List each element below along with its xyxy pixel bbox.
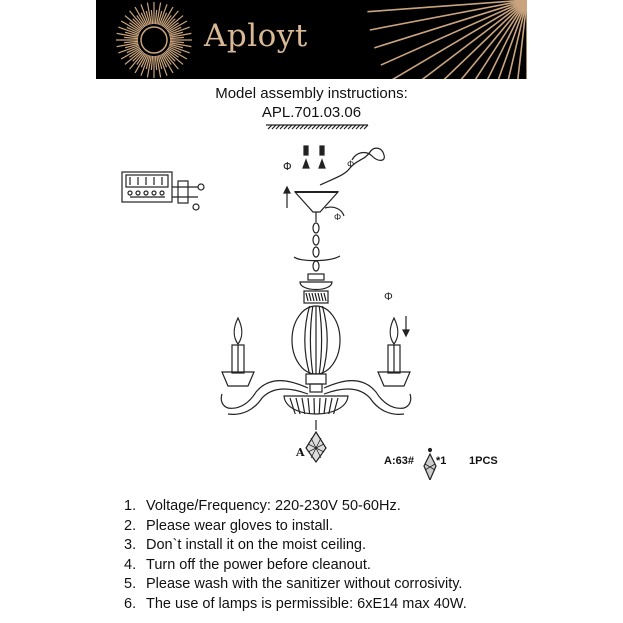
arrow-down-icon	[384, 291, 409, 336]
crystal-icon	[424, 449, 436, 481]
instruction-number: 3.	[124, 537, 137, 553]
instruction-item	[124, 497, 467, 517]
instruction-text: Voltage/Frequency: 220-230V 50-60Hz.	[146, 498, 401, 514]
instruction-number: 2.	[124, 517, 137, 534]
chain	[294, 223, 340, 271]
part-unit: 1PCS	[469, 455, 498, 467]
instruction-number: 1.	[124, 498, 137, 514]
corner-rays-icon	[367, 0, 527, 79]
arrow-up-icon	[284, 187, 290, 208]
svg-text:Φ: Φ	[347, 159, 355, 169]
chandelier-icon	[221, 274, 411, 430]
page-title: Model assembly instructions:	[215, 85, 408, 102]
brand-logo-text: Aployt	[204, 18, 308, 54]
instructions-list	[124, 497, 467, 614]
instruction-item	[124, 536, 467, 556]
brand-banner	[96, 0, 527, 79]
assembly-diagram	[0, 120, 623, 480]
instruction-text: Turn off the power before cleanout.	[146, 556, 371, 573]
instruction-item	[124, 556, 467, 576]
instruction-item	[124, 517, 467, 537]
instruction-text: Don`t install it on the moist ceiling.	[146, 537, 367, 553]
ceiling-canopy-icon	[295, 192, 344, 222]
part-spec: A:63#	[384, 455, 414, 467]
instruction-item	[124, 595, 467, 615]
svg-text:Φ: Φ	[334, 212, 342, 222]
model-number: APL.701.03.06	[261, 104, 362, 121]
instruction-item	[124, 575, 467, 595]
part-label-a: A	[296, 446, 305, 459]
wiring-block-icon	[122, 172, 204, 210]
mounting-screws-icon	[283, 146, 325, 173]
part-quantity: *1	[436, 455, 447, 467]
svg-text:Φ: Φ	[384, 291, 393, 303]
svg-text:Φ: Φ	[283, 160, 292, 173]
instruction-text: Please wear gloves to install.	[146, 517, 333, 534]
instruction-text: Please wash with the sanitizer without corrosivity.	[146, 576, 463, 592]
instruction-number: 4.	[124, 556, 137, 573]
instruction-text: The use of lamps is permissible: 6xE14 max 40W.	[146, 595, 467, 612]
crystal-pendant-icon	[306, 432, 326, 462]
instruction-number: 6.	[124, 595, 137, 612]
instruction-number: 5.	[124, 576, 137, 592]
sun-rays-decoration	[96, 0, 527, 79]
ceiling-hatch	[266, 125, 368, 129]
